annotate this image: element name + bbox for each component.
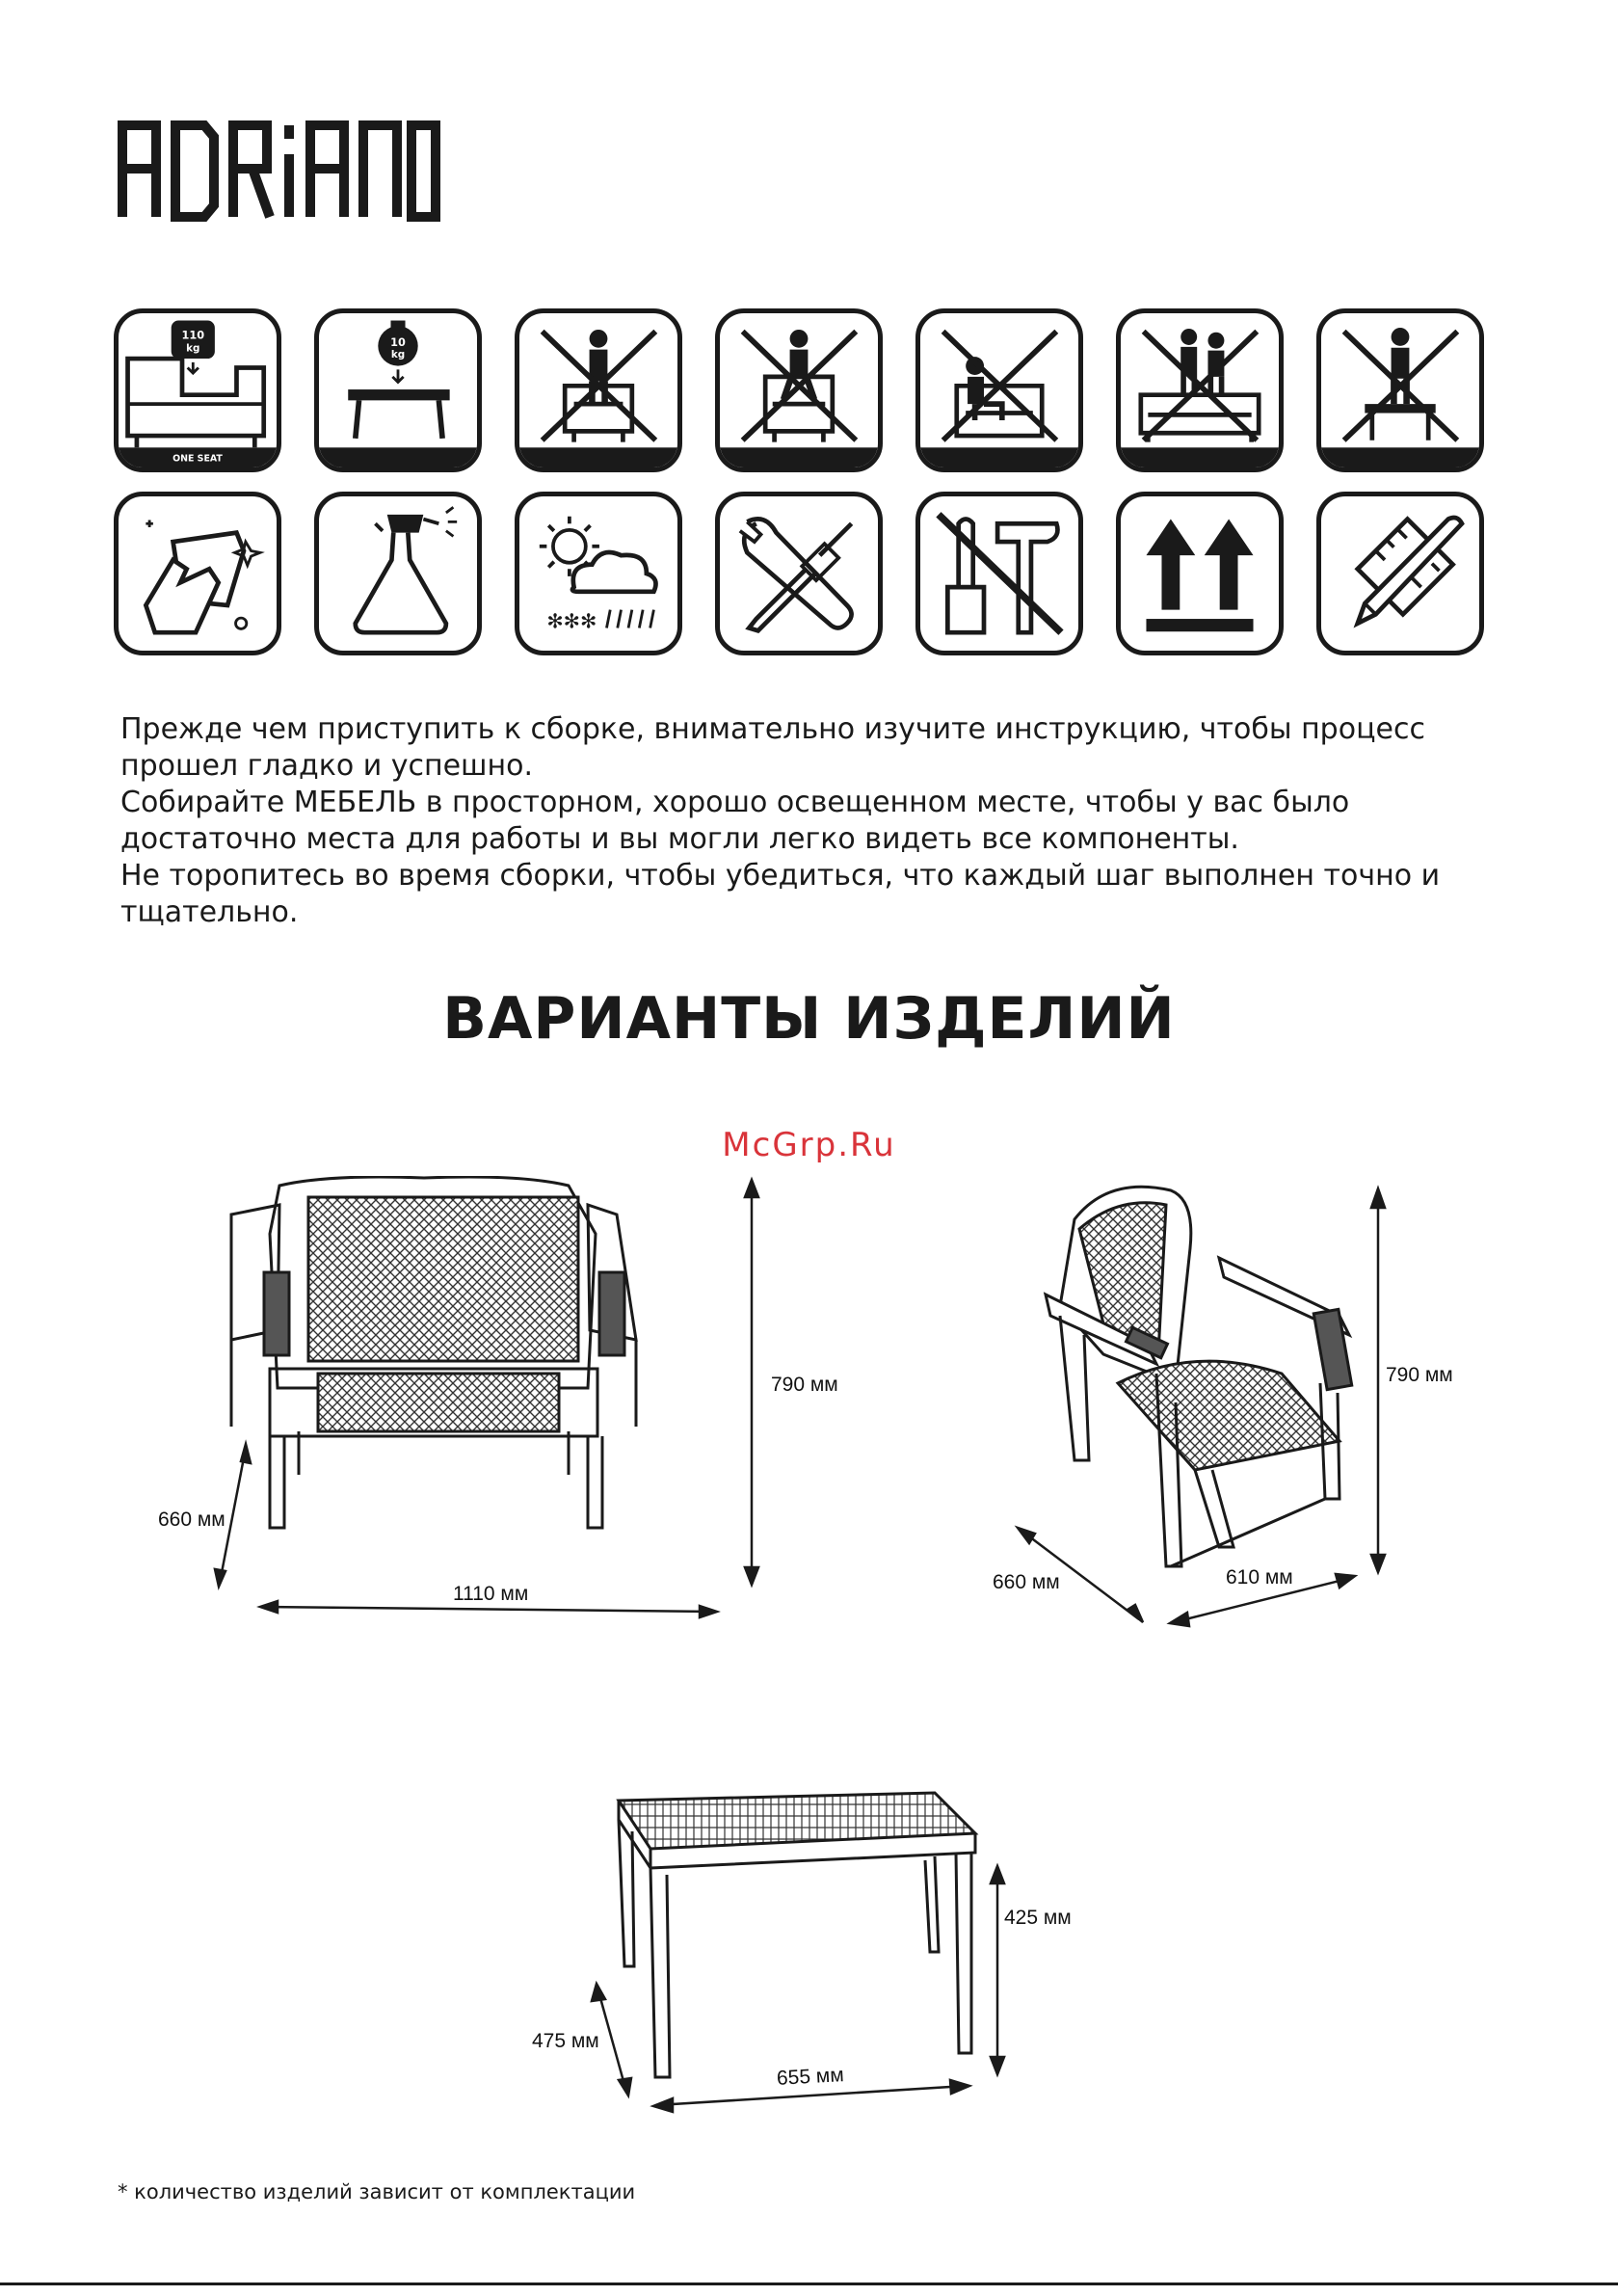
no-paint-no-hammer-icon xyxy=(915,492,1083,655)
measure-ruler-pencil-icon xyxy=(1316,492,1484,655)
armchair-height-label: 790 мм xyxy=(1386,1364,1453,1386)
table-height-arrow xyxy=(991,1866,1004,2074)
svg-text:10: 10 xyxy=(390,335,406,349)
care-and-safety-icons xyxy=(114,308,1501,665)
assembly-intro-text xyxy=(120,711,1489,931)
brand-logo xyxy=(118,116,445,226)
sofa-depth-label: 660 мм xyxy=(158,1508,225,1531)
weather-resistant-icon xyxy=(515,492,682,655)
no-standing-on-chair-icon xyxy=(515,308,682,472)
intro-paragraph-2: Собирайте МЕБЕЛЬ в просторном, хорошо освещенном месте, чтобы у вас было достаточно места для работы и вы могли легко видеть все компоненты. xyxy=(120,786,1350,856)
adriano-logo-icon xyxy=(118,116,445,222)
svg-text:✻✻✻: ✻✻✻ xyxy=(546,609,597,633)
max-load-10kg-table-icon xyxy=(314,308,482,472)
svg-text:ONE SEAT: ONE SEAT xyxy=(172,453,223,465)
no-sitting-on-backrest-icon xyxy=(715,308,883,472)
intro-paragraph-1: Прежде чем приступить к сборке, внимательно изучите инструкцию, чтобы процесс прошел гладко и успешно. xyxy=(120,712,1425,783)
svg-text:kg: kg xyxy=(390,349,406,361)
sofa-height-arrow xyxy=(745,1180,758,1585)
svg-text:kg: kg xyxy=(186,342,200,355)
sofa-height-label: 790 мм xyxy=(771,1374,838,1396)
armchair-height-arrow xyxy=(1371,1188,1385,1572)
table-depth-label: 475 мм xyxy=(532,2030,599,2052)
armchair-width-label: 610 мм xyxy=(1226,1566,1293,1589)
bottom-rule xyxy=(0,2283,1618,2285)
sofa-drawing xyxy=(135,1176,829,1629)
footnote: * количество изделий зависит от комплектации xyxy=(118,2180,636,2203)
table-width-label: 655 мм xyxy=(776,2064,845,2090)
max-load-110kg-icon xyxy=(114,308,281,472)
sofa-width-label: 1110 мм xyxy=(453,1583,529,1605)
svg-text:110: 110 xyxy=(181,329,205,342)
watermark-text: McGrp.Ru xyxy=(722,1126,896,1164)
spray-cleaner-icon xyxy=(314,492,482,655)
armchair-depth-label: 660 мм xyxy=(993,1571,1060,1593)
tools-assembly-icon xyxy=(715,492,883,655)
no-two-people-on-sofa-icon xyxy=(1116,308,1284,472)
table-height-label: 425 мм xyxy=(1004,1907,1072,1929)
no-sitting-on-armrest-icon xyxy=(915,308,1083,472)
wipe-clean-icon xyxy=(114,492,281,655)
section-heading: ВАРИАНТЫ ИЗДЕЛИЙ xyxy=(442,985,1176,1053)
this-side-up-icon xyxy=(1116,492,1284,655)
intro-paragraph-3: Не торопитесь во время сборки, чтобы убедиться, что каждый шаг выполнен точно и тщательно. xyxy=(120,859,1441,929)
no-standing-on-table-icon xyxy=(1316,308,1484,472)
